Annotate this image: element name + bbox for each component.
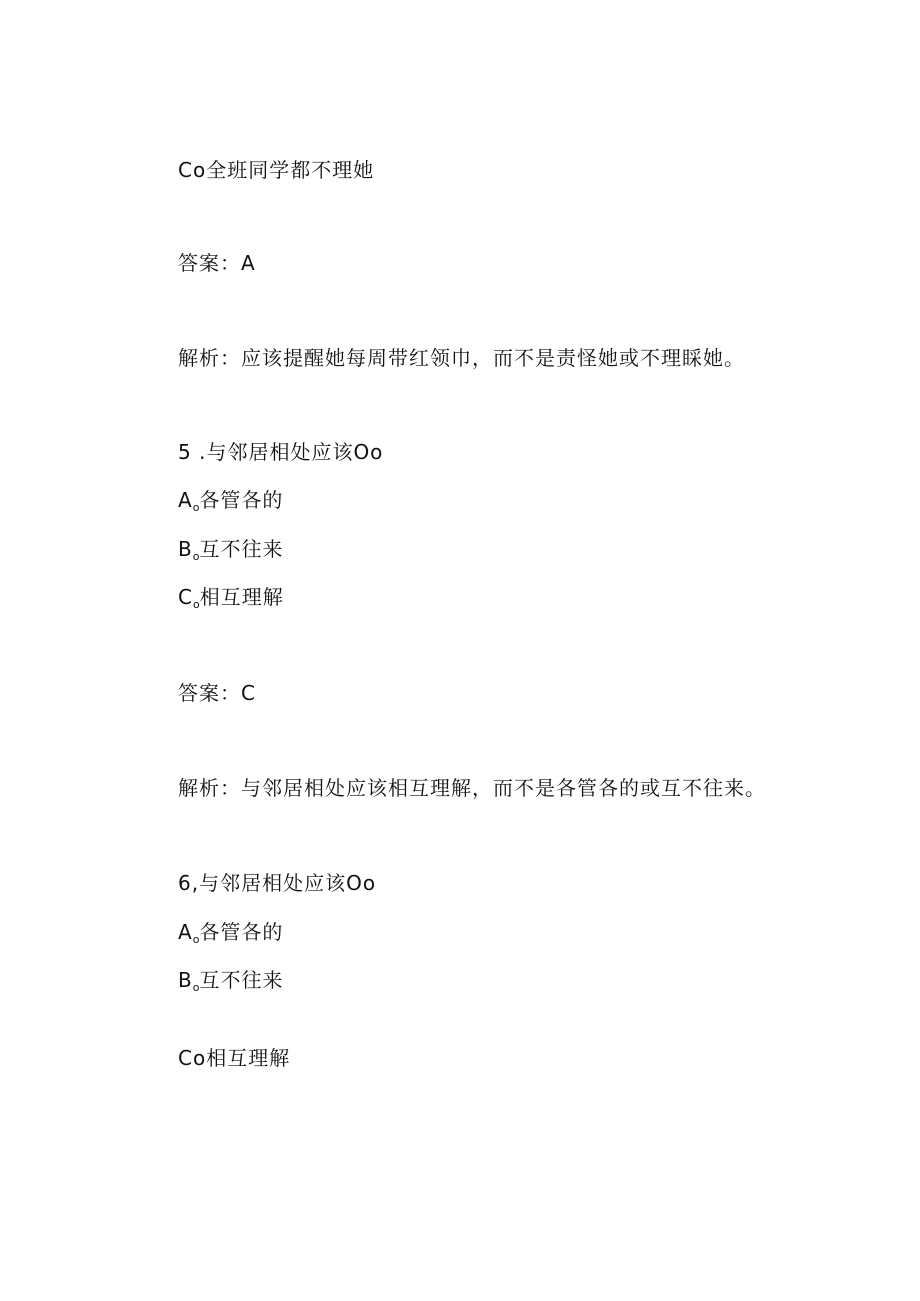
option-text: 相互理解 — [199, 585, 284, 609]
q5-option-b — [178, 536, 283, 570]
option-mark: o — [192, 501, 200, 514]
q4-analysis: 解析：应该提醒她每周带红领巾，而不是责怪她或不理睬她。 — [178, 346, 745, 370]
q5-option-c — [178, 584, 284, 618]
q5-option-a — [178, 487, 283, 521]
option-mark: o — [192, 550, 200, 563]
q6-question: 6,与邻居相处应该Oo — [178, 871, 377, 895]
option-letter: A — [178, 920, 193, 944]
q5-question: 5 .与邻居相处应该Oo — [178, 440, 384, 464]
option-mark: o — [192, 598, 200, 611]
q4-option-c: Co全班同学都不理她 — [178, 158, 375, 182]
option-mark: o — [192, 981, 200, 994]
option-text: 互不往来 — [199, 968, 284, 992]
q6-option-c: Co相互理解 — [178, 1046, 291, 1070]
q6-option-a — [178, 919, 283, 953]
option-text: 互不往来 — [199, 537, 284, 561]
option-mark: o — [192, 933, 200, 946]
option-text: 各管各的 — [199, 920, 284, 944]
q5-answer: 答案：C — [178, 681, 256, 705]
option-text: 各管各的 — [199, 488, 284, 512]
option-letter: A — [178, 488, 193, 512]
q5-analysis: 解析：与邻居相处应该相互理解，而不是各管各的或互不往来。 — [178, 776, 766, 800]
option-letter: B — [178, 537, 193, 561]
q6-option-b — [178, 967, 283, 1001]
q4-answer: 答案：A — [178, 251, 256, 275]
option-letter: C — [178, 585, 193, 609]
option-letter: B — [178, 968, 193, 992]
